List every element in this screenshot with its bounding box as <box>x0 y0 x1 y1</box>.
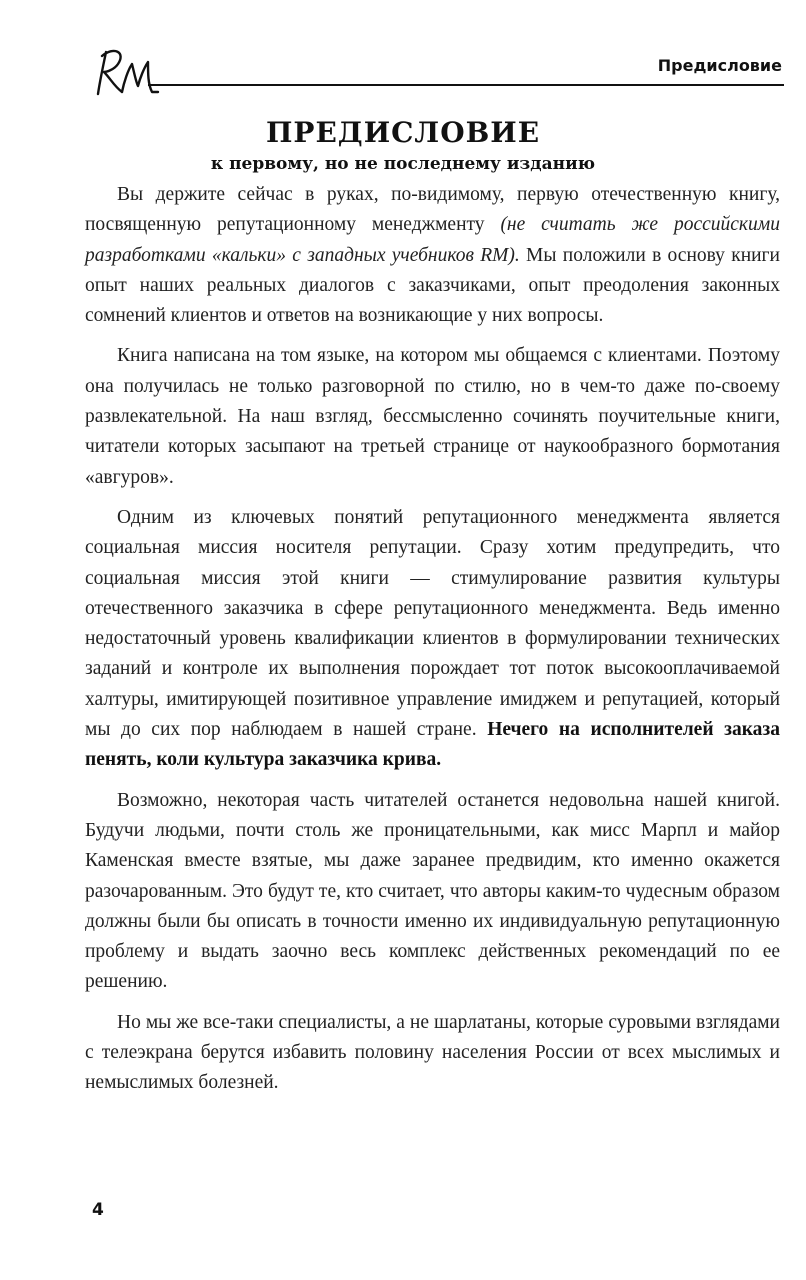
running-head: Предисловие <box>657 56 782 75</box>
paragraph-5: Но мы же все-таки специалисты, а не шарлатаны, которые суровыми взглядами с телеэкрана берутся избавить половину населения России от всех мыслимых и немыслимых болезней. <box>85 1011 780 1094</box>
body-text <box>85 180 780 1109</box>
page-number: 4 <box>92 1200 104 1220</box>
page-title: ПРЕДИСЛОВИЕ <box>265 116 541 149</box>
paragraph-3-text: Одним из ключевых понятий репутационного менеджмента является социальная миссия носителя репутации. Сразу хотим предупредить, что социальная миссия этой книги — стимулирование развития культуры отечественного заказчика в сфере репутационного менеджмента. Ведь именно недостаточный уровень квалификации клиентов в формулировании технических заданий и контроле их выполнения порождает тот поток высокооплачиваемой халтуры, имитирующей позитивное управление имиджем и репутацией, который мы до сих пор наблюдаем в нашей стране. <box>85 506 780 741</box>
paragraph-1-italic: (не считать же российскими разработками «кальки» с западных учебников RM). <box>85 214 780 266</box>
paragraph-1-tail: Мы положили в основу книги опыт наших реальных диалогов с заказчиками, опыт преодоления законных сомнений клиентов и ответов на возникающие у них вопросы. <box>85 244 780 327</box>
paragraph-3 <box>85 503 780 776</box>
rm-logo-signature <box>92 42 160 102</box>
paragraph-1 <box>85 180 780 331</box>
paragraph-3-bold: Нечего на исполнителей заказа пенять, коли культура заказчика крива. <box>85 719 780 771</box>
paragraph-1-text: Вы держите сейчас в руках, по-видимому, первую отечественную книгу, посвященную репутационному менеджменту <box>85 184 780 236</box>
page-subtitle: к первому, но не последнему изданию <box>210 154 596 174</box>
header-rule <box>148 84 784 86</box>
paragraph-2: Книга написана на том языке, на котором мы общаемся с клиентами. Поэтому она получилась не только разговорной по стилю, но в чем-то даже по-своему развлекательной. На наш взгляд, бессмысленно сочинять поучительные книги, читатели которых засыпают на третьей странице от наукообразного бормотания «авгуров». <box>85 345 780 488</box>
paragraph-4: Возможно, некоторая часть читателей останется недовольна нашей книгой. Будучи людьми, почти столь же проницательными, как мисс Марпл и майор Каменская вместе взятые, мы даже заранее предвидим, кто именно окажется разочарованным. Это будут те, кто считает, что авторы каким-то чудесным образом должны были бы описать в точности именно их индивидуальную репутационную проблему и выдать заочно весь комплекс действенных рекомендаций по ее решению. <box>85 789 780 993</box>
